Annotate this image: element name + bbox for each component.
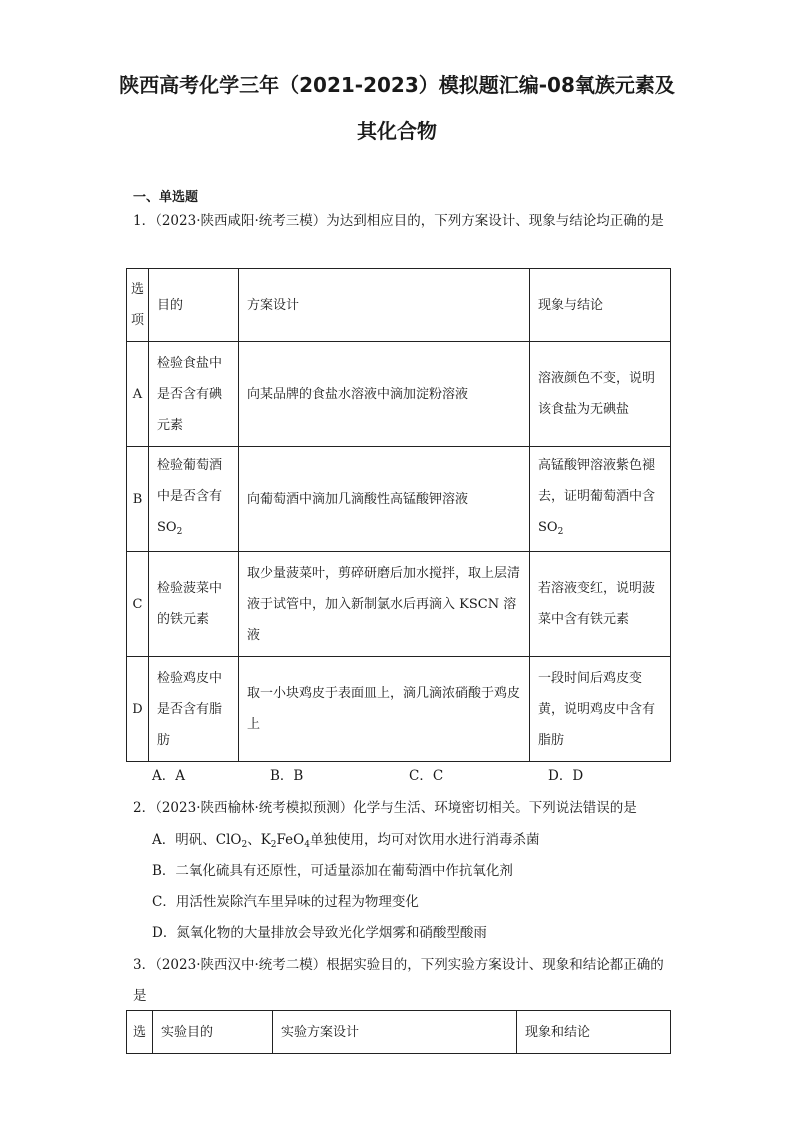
choice-b[interactable]: B．B (270, 768, 304, 784)
row-option: B (127, 447, 149, 552)
choice-d[interactable]: D．D (548, 768, 584, 784)
header-option: 选项 (127, 269, 149, 342)
header-design: 方案设计 (239, 269, 530, 342)
header-result: 现象和结论 (517, 1011, 671, 1054)
question-2-choice-c[interactable]: C．用活性炭除汽车里异味的过程为物理变化 (152, 894, 419, 910)
row-result: 溶液颜色不变，说明该食盐为无碘盐 (530, 342, 671, 447)
row-design: 向葡萄酒中滴加几滴酸性高锰酸钾溶液 (239, 447, 530, 552)
choice-a[interactable]: A．A (152, 768, 185, 784)
table-row (127, 552, 671, 657)
row-purpose: 检验葡萄酒中是否含有$SO_2$ (149, 447, 239, 552)
header-design: 实验方案设计 (273, 1011, 517, 1054)
question-2-choice-d[interactable]: D．氮氧化物的大量排放会导致光化学烟雾和硝酸型酸雨 (152, 925, 487, 941)
row-design: 取少量菠菜叶，剪碎研磨后加水搅拌，取上层清液于试管中，加入新制氯水后再滴入 KSCN 溶液 (239, 552, 530, 657)
choice-c[interactable]: C．C (409, 768, 444, 784)
question-1-table (126, 268, 671, 762)
question-3-table (126, 1010, 671, 1054)
table-header-row (127, 1011, 671, 1054)
row-purpose: 检验食盐中是否含有碘元素 (149, 342, 239, 447)
table-row (127, 447, 671, 552)
row-purpose: 检验菠菜中的铁元素 (149, 552, 239, 657)
table-row (127, 342, 671, 447)
row-option: C (127, 552, 149, 657)
header-result: 现象与结论 (530, 269, 671, 342)
question-2-choice-a[interactable]: A．明矾、ClO$_2$、$K_2FeO_4$单独使用，均可对饮用水进行消毒杀菌 (152, 832, 540, 850)
row-result: 高锰酸钾溶液紫色褪去，证明葡萄酒中含 $SO_2$ (530, 447, 671, 552)
row-option: D (127, 657, 149, 762)
section-heading: 一、单选题 (133, 190, 199, 205)
header-purpose: 目的 (149, 269, 239, 342)
row-purpose: 检验鸡皮中是否含有脂肪 (149, 657, 239, 762)
row-design: 取一小块鸡皮于表面皿上，滴几滴浓硝酸于鸡皮上 (239, 657, 530, 762)
question-3-stem: 3．（2023·陕西汉中·统考二模）根据实验目的，下列实验方案设计、现象和结论都正确的是 (133, 957, 664, 1004)
title-line-2: 其化合物 (357, 119, 437, 143)
question-1-stem: 1．（2023·陕西咸阳·统考三模）为达到相应目的，下列方案设计、现象与结论均正确的是 (133, 213, 664, 229)
table-header-row (127, 269, 671, 342)
row-option: A (127, 342, 149, 447)
row-result: 若溶液变红，说明菠菜中含有铁元素 (530, 552, 671, 657)
table-row (127, 657, 671, 762)
title-line-1: 陕西高考化学三年（2021-2023）模拟题汇编-08氧族元素及 (119, 73, 675, 97)
header-option: 选 (127, 1011, 153, 1054)
question-2-stem: 2．（2023·陕西榆林·统考模拟预测）化学与生活、环境密切相关。下列说法错误的是 (133, 800, 637, 816)
row-result: 一段时间后鸡皮变黄，说明鸡皮中含有脂肪 (530, 657, 671, 762)
row-design: 向某品牌的食盐水溶液中滴加淀粉溶液 (239, 342, 530, 447)
header-purpose: 实验目的 (153, 1011, 273, 1054)
question-2-choice-b[interactable]: B．二氧化硫具有还原性，可适量添加在葡萄酒中作抗氧化剂 (152, 863, 513, 879)
page-title (110, 62, 684, 154)
